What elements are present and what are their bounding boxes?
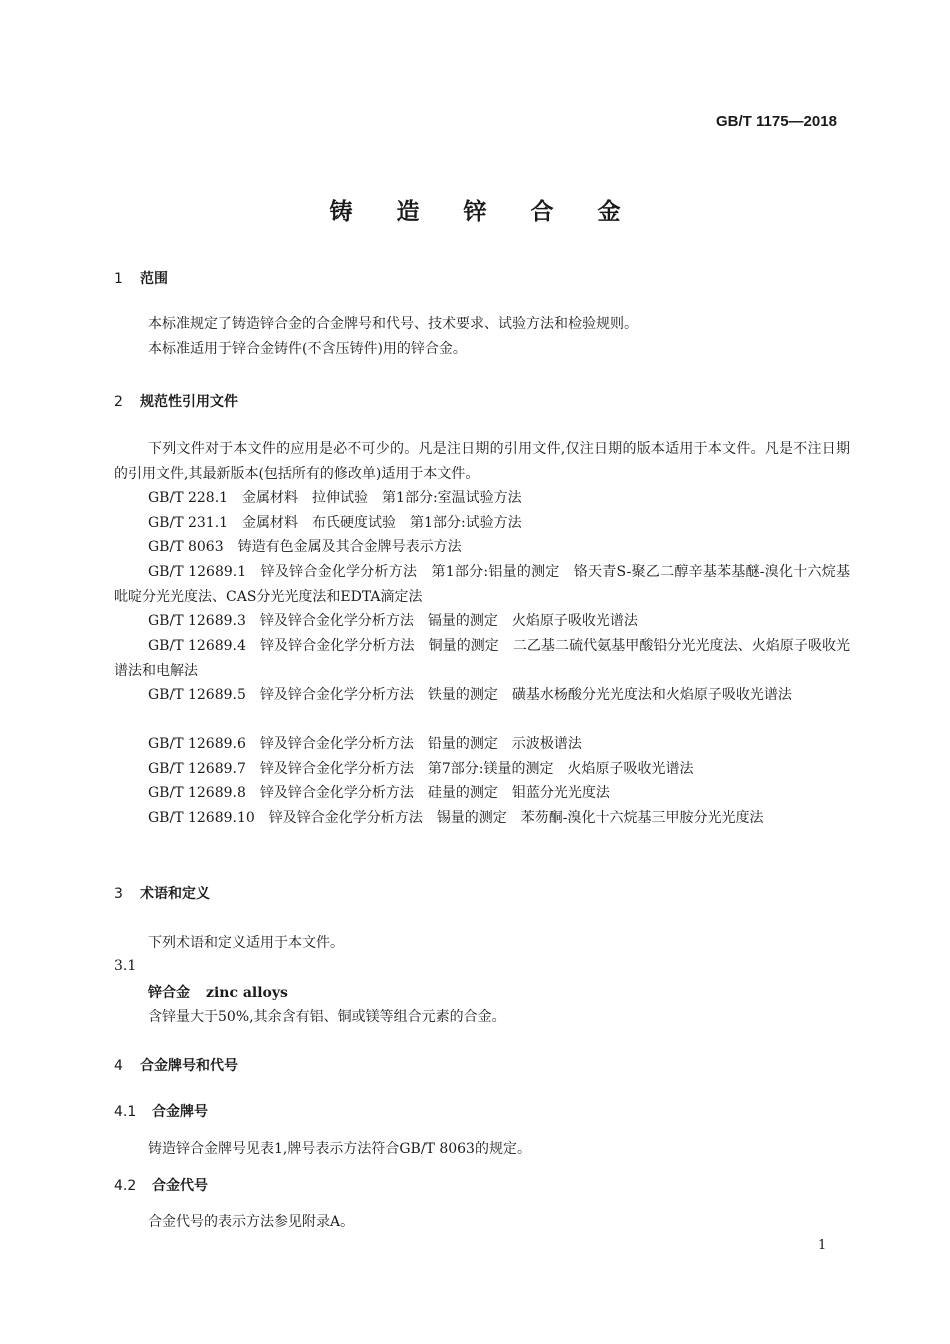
section-2-heading (114, 391, 238, 411)
reference-item: GB/T 8063 铸造有色金属及其合金牌号表示方法 (148, 539, 462, 555)
reference-item: GB/T 12689.6 锌及锌合金化学分析方法 铅量的测定 示波极谱法 (148, 736, 582, 752)
reference-item: GB/T 12689.4 锌及锌合金化学分析方法 铜量的测定 二乙基二硫代氨基甲酸铅分光光度法、火焰原子吸收光谱法和电解法 (114, 638, 850, 679)
term-definition: 含锌量大于50%,其余含有铝、铜或镁等组合元素的合金。 (148, 1009, 506, 1025)
paragraph: 本标准规定了铸造锌合金的合金牌号和代号、技术要求、试验方法和检验规则。 (148, 316, 638, 332)
reference-item: GB/T 12689.10 锌及锌合金化学分析方法 锡量的测定 苯芴酮-溴化十六烷基三甲胺分光光度法 (148, 810, 764, 826)
paragraph: 铸造锌合金牌号见表1,牌号表示方法符合GB/T 8063的规定。 (148, 1141, 531, 1157)
term-number: 3.1 (114, 958, 137, 974)
reference-item: GB/T 12689.3 锌及锌合金化学分析方法 镉量的测定 火焰原子吸收光谱法 (148, 613, 638, 629)
subsection-title: 合金代号 (152, 1178, 208, 1194)
reference-item: GB/T 12689.5 锌及锌合金化学分析方法 铁量的测定 磺基水杨酸分光光度法和火焰原子吸收光谱法 (148, 687, 792, 703)
term-entry (148, 982, 288, 1002)
reference-item: GB/T 228.1 金属材料 拉伸试验 第1部分:室温试验方法 (148, 490, 522, 506)
reference-item: GB/T 12689.8 锌及锌合金化学分析方法 硅量的测定 钼蓝分光光度法 (148, 785, 610, 801)
standard-code: GB/T 1175—2018 (716, 113, 837, 130)
section-title: 范围 (140, 271, 168, 287)
reference-item: GB/T 12689.1 锌及锌合金化学分析方法 第1部分:铝量的测定 铬天青S-聚乙二醇辛基苯基醚-溴化十六烷基吡啶分光光度法、CAS分光光度法和EDTA滴定法 (114, 564, 850, 605)
subsection-4-2-heading (114, 1175, 208, 1195)
section-1-heading (114, 268, 168, 288)
paragraph: 合金代号的表示方法参见附录A。 (148, 1214, 355, 1230)
page-number: 1 (818, 1238, 827, 1253)
subsection-title: 合金牌号 (152, 1104, 208, 1120)
paragraph: 本标准适用于锌合金铸件(不含压铸件)用的锌合金。 (148, 341, 467, 357)
term-english: zinc alloys (206, 985, 288, 1001)
paragraph: 下列文件对于本文件的应用是必不可少的。凡是注日期的引用文件,仅注日期的版本适用于本文件。凡是不注日期的引用文件,其最新版本(包括所有的修改单)适用于本文件。 (114, 441, 850, 482)
section-title: 术语和定义 (140, 886, 210, 902)
section-title: 规范性引用文件 (140, 394, 238, 410)
subsection-4-1-heading (114, 1101, 208, 1121)
section-number: 3 (114, 886, 123, 902)
section-number: 2 (114, 394, 123, 410)
reference-item: GB/T 12689.7 锌及锌合金化学分析方法 第7部分:镁量的测定 火焰原子吸收光谱法 (148, 761, 694, 777)
section-number: 4 (114, 1058, 123, 1074)
reference-item: GB/T 231.1 金属材料 布氏硬度试验 第1部分:试验方法 (148, 515, 522, 531)
section-title: 合金牌号和代号 (140, 1058, 238, 1074)
section-4-heading (114, 1055, 238, 1075)
subsection-number: 4.2 (114, 1178, 137, 1194)
section-number: 1 (114, 271, 123, 287)
document-title: 铸 造 锌 合 金 (329, 199, 639, 225)
paragraph: 下列术语和定义适用于本文件。 (148, 935, 344, 951)
term-chinese: 锌合金 (148, 985, 190, 1001)
section-3-heading (114, 883, 210, 903)
subsection-number: 4.1 (114, 1104, 137, 1120)
